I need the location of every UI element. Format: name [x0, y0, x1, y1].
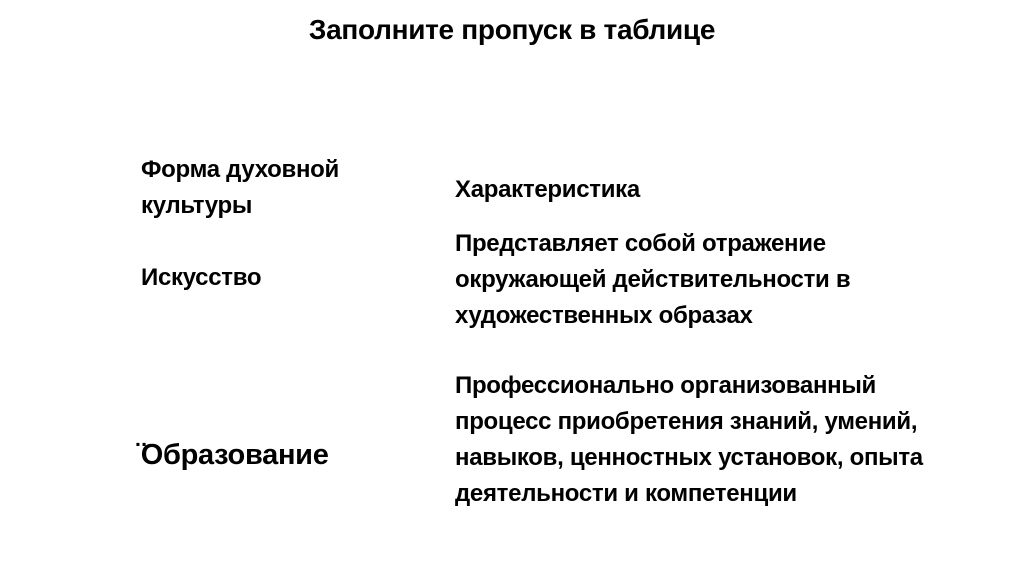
- header-form-cell: Форма духовной культуры: [141, 156, 339, 219]
- row-1-characteristic-cell: Представляет собой отражение окружающей действительности в художественных образах: [455, 230, 851, 329]
- row-1-form-cell: Искусство: [141, 264, 262, 291]
- row-2-form-cell: ̈Образование: [141, 439, 329, 471]
- row-2-characteristic-cell: Профессионально организованный процесс приобретения знаний, умений, навыков, ценностных установок, опыта деятельности и компетенции: [455, 372, 923, 507]
- header-characteristic-cell: Характеристика: [455, 176, 640, 203]
- slide-title: Заполните пропуск в таблице: [308, 14, 716, 45]
